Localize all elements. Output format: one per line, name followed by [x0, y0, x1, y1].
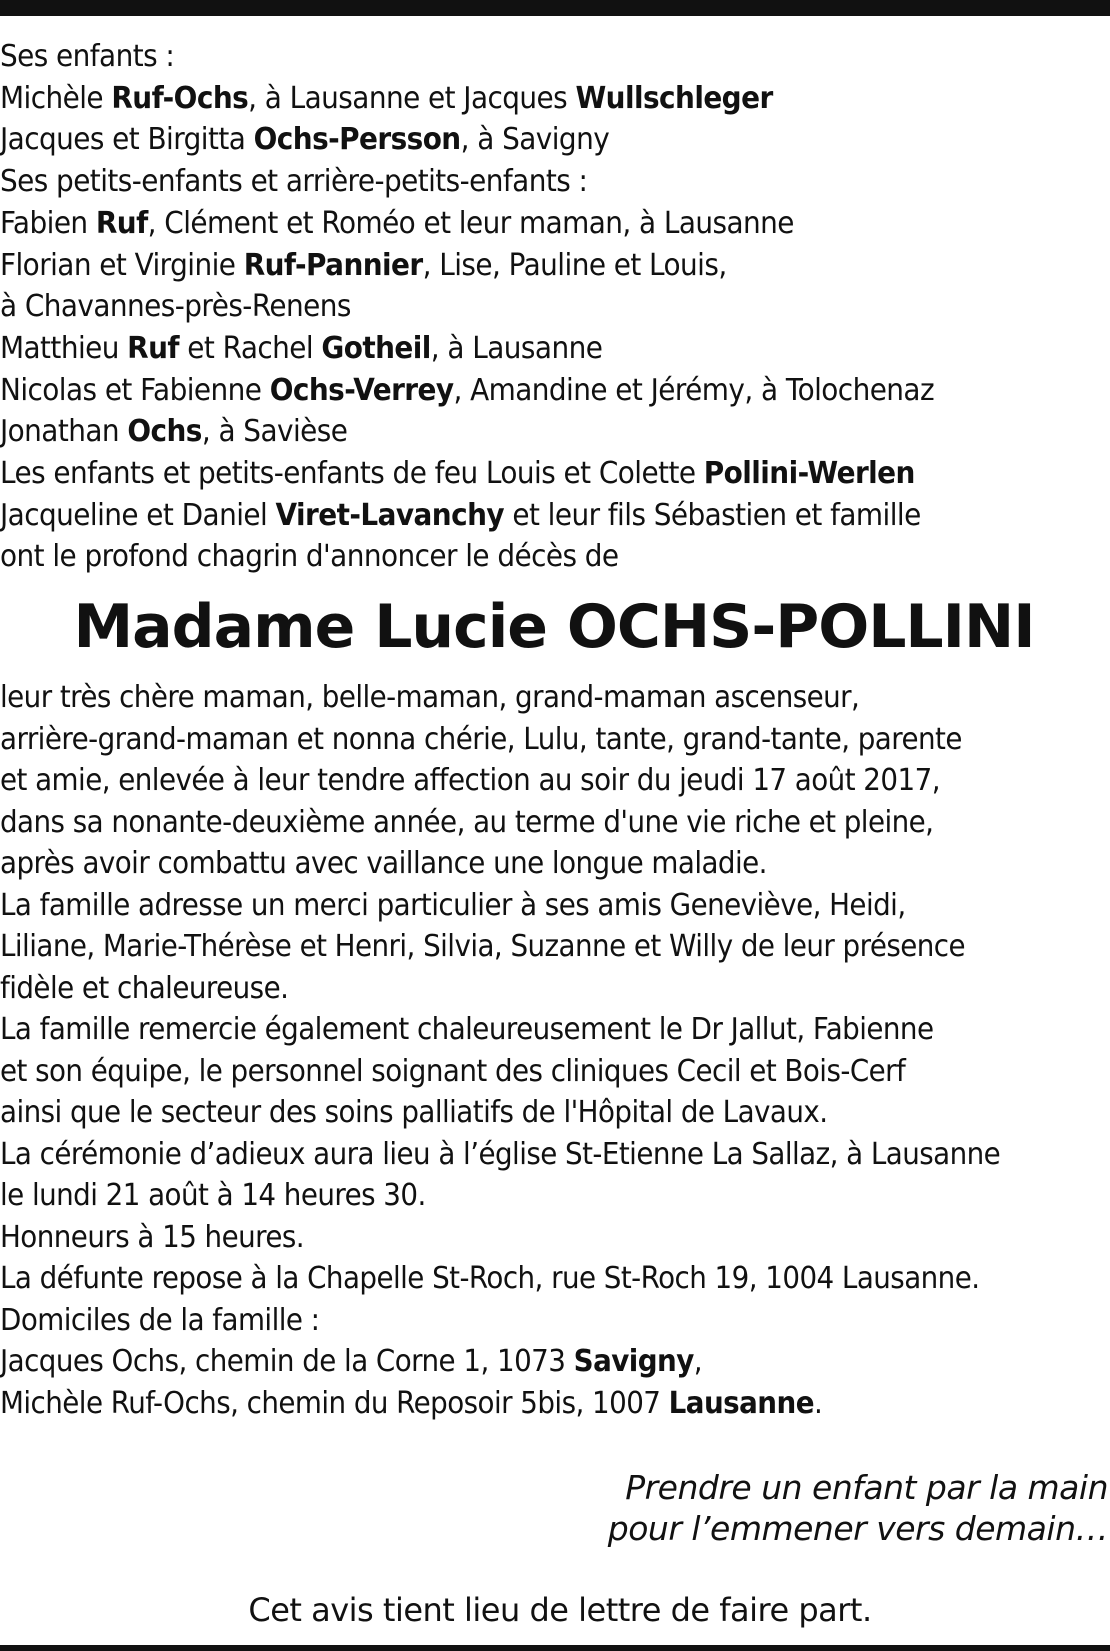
family-bold-name: Ruf-Ochs [111, 80, 249, 116]
body-text: après avoir combattu avec vaillance une longue maladie. [0, 846, 767, 881]
body-text: . [813, 1385, 823, 1421]
body-text: Domiciles de la famille : [0, 1302, 320, 1338]
body-line [0, 1341, 1110, 1383]
family-text: , à Savièse [201, 414, 348, 450]
body-line [0, 843, 1110, 885]
family-line [0, 286, 1032, 328]
family-bold-name: Ruf-Pannier [243, 247, 423, 283]
family-text: , à Lausanne et Jacques [248, 80, 576, 116]
body-line [0, 1051, 1110, 1093]
family-announcement-list [0, 36, 1032, 578]
body-line [0, 760, 1110, 802]
body-text: Michèle Ruf-Ochs, chemin du Reposoir 5bis, 1007 [0, 1385, 669, 1421]
family-text: Matthieu [0, 330, 128, 366]
family-line [0, 203, 1032, 245]
family-line [0, 328, 1032, 370]
closing-quote [508, 1467, 1108, 1549]
body-text: , [693, 1344, 703, 1379]
body-line [0, 1383, 1110, 1425]
body-text: fidèle et chaleureuse. [0, 970, 289, 1006]
body-line [0, 926, 1110, 968]
family-text: ont le profond chagrin d'annoncer le décès de [0, 539, 619, 575]
body-text: Honneurs à 15 heures. [0, 1219, 305, 1255]
body-line [0, 677, 1110, 719]
body-text: ainsi que le secteur des soins palliatifs de l'Hôpital de Lavaux. [0, 1095, 828, 1130]
body-line [0, 1092, 1110, 1134]
deceased-name-headline: Madame Lucie OCHS-POLLINI [73, 592, 1035, 662]
body-line [0, 1009, 1110, 1051]
body-text: dans sa nonante-deuxième année, au terme d'une vie riche et pleine, [0, 804, 934, 840]
body-text: le lundi 21 août à 14 heures 30. [0, 1178, 426, 1213]
quote-line-1: Prendre un enfant par la main [625, 1468, 1108, 1507]
body-text: La cérémonie d’adieux aura lieu à l’église St-Etienne La Sallaz, à Lausanne [0, 1136, 1001, 1172]
family-bold-name: Ochs-Persson [253, 122, 461, 158]
body-text: et son équipe, le personnel soignant des cliniques Cecil et Bois-Cerf [0, 1053, 906, 1089]
family-text: , Lise, Pauline et Louis, [422, 247, 727, 283]
body-line [0, 1300, 1110, 1342]
body-line [0, 1258, 1110, 1300]
body-line [0, 1217, 1110, 1259]
family-line [0, 161, 1032, 203]
body-line [0, 1175, 1110, 1217]
family-text: Florian et Virginie [0, 247, 244, 283]
family-bold-name: Gotheil [321, 330, 431, 366]
family-text: Jacques et Birgitta [0, 122, 254, 158]
family-bold-name: Ruf [127, 330, 179, 366]
body-line [0, 968, 1110, 1010]
family-text: Nicolas et Fabienne [0, 372, 270, 408]
family-line [0, 78, 1032, 120]
family-line [0, 411, 1032, 453]
family-bold-name: Pollini-Werlen [703, 456, 915, 492]
notice-footer-note: Cet avis tient lieu de lettre de faire part. [248, 1591, 872, 1629]
family-text: Fabien [0, 205, 96, 241]
family-bold-name: Ochs-Verrey [269, 372, 454, 408]
body-line [0, 719, 1110, 761]
quote-line-2: pour l’emmener vers demain… [607, 1509, 1108, 1548]
body-text: La famille adresse un merci particulier à ses amis Geneviève, Heidi, [0, 887, 906, 923]
body-bold-name: Savigny [573, 1344, 694, 1379]
body-text: et amie, enlevée à leur tendre affection au soir du jeudi 17 août 2017, [0, 763, 940, 798]
family-text: Ses enfants : [0, 39, 175, 74]
family-text: et Rachel [178, 330, 322, 366]
family-line [0, 119, 1032, 161]
family-line [0, 536, 1032, 578]
family-bold-name: Ochs [127, 414, 202, 450]
family-line [0, 370, 1032, 412]
family-line [0, 495, 1032, 537]
body-text: La famille remercie également chaleureusement le Dr Jallut, Fabienne [0, 1012, 934, 1047]
family-line [0, 245, 1032, 287]
family-text: à Chavannes-près-Renens [0, 289, 351, 325]
family-text: , à Savigny [460, 122, 610, 158]
body-text: leur très chère maman, belle-maman, grand-maman ascenseur, [0, 680, 860, 715]
obituary-body-text [0, 677, 1110, 1424]
family-bold-name: Viret-Lavanchy [275, 497, 505, 533]
body-text: arrière-grand-maman et nonna chérie, Lulu, tante, grand-tante, parente [0, 721, 962, 757]
family-text: , à Lausanne [430, 330, 603, 366]
body-line [0, 885, 1110, 927]
body-text: La défunte repose à la Chapelle St-Roch, rue St-Roch 19, 1004 Lausanne. [0, 1261, 980, 1296]
family-text: Jacqueline et Daniel [0, 497, 276, 533]
family-text: Michèle [0, 80, 112, 116]
family-text: Ses petits-enfants et arrière-petits-enfants : [0, 164, 588, 200]
family-text: et leur fils Sébastien et famille [504, 497, 921, 533]
bottom-rule [0, 1645, 1110, 1651]
top-rule [0, 0, 1110, 16]
body-bold-name: Lausanne [668, 1385, 814, 1421]
family-text: , Amandine et Jérémy, à Tolochenaz [453, 372, 935, 408]
family-line [0, 453, 1032, 495]
body-text: Liliane, Marie-Thérèse et Henri, Silvia, Suzanne et Willy de leur présence [0, 929, 966, 964]
body-line [0, 802, 1110, 844]
family-bold-name: Wullschleger [575, 80, 773, 116]
family-text: Les enfants et petits-enfants de feu Louis et Colette [0, 456, 704, 492]
body-line [0, 1134, 1110, 1176]
family-bold-name: Ruf [95, 205, 148, 241]
body-text: Jacques Ochs, chemin de la Corne 1, 1073 [0, 1344, 574, 1379]
family-text: Jonathan [0, 414, 128, 450]
family-text: , Clément et Roméo et leur maman, à Lausanne [147, 205, 794, 241]
family-line [0, 36, 1032, 78]
